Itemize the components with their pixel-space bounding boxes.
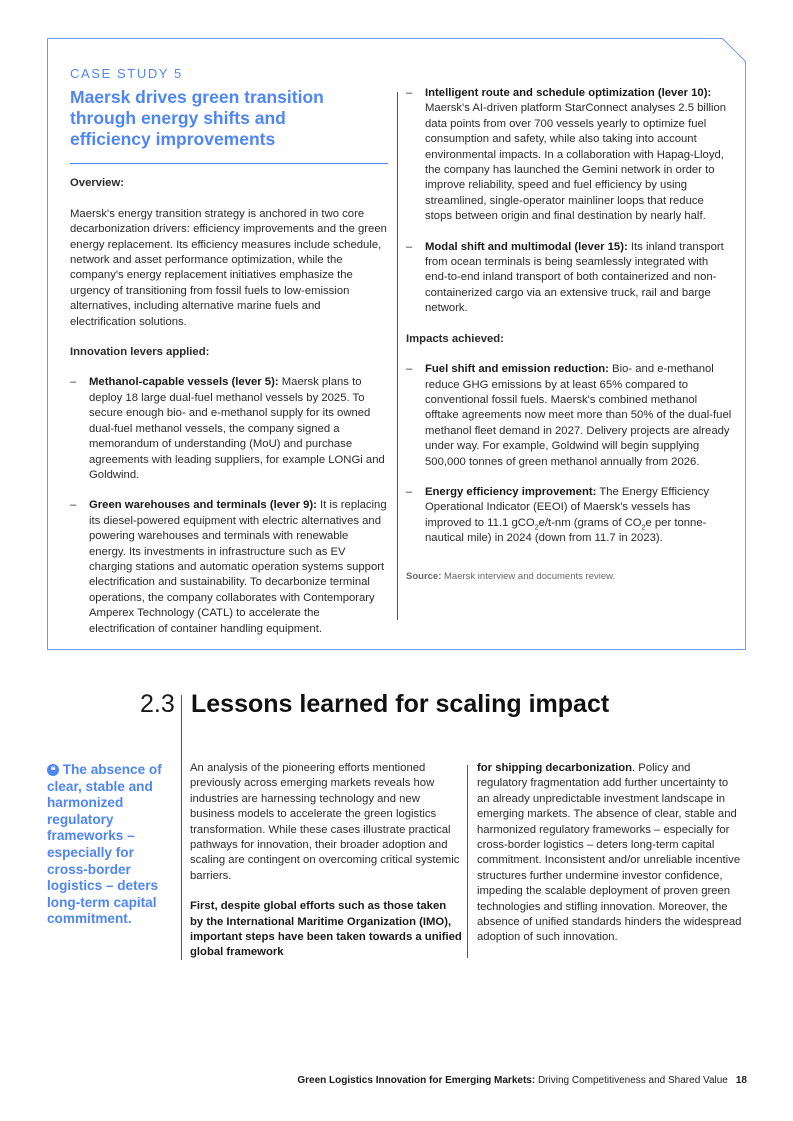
lever-text: Maersk plans to deploy 18 large dual-fuel methanol vessels by 2025. To secure enough bio- and e-methanol supply for its owned dual-fuel methanol vessels, the company signed a memorandum of understanding (MoU) and purchase agreements with leading suppliers, for example LONGi and Goldwind. [89,376,385,481]
subscript: 2 [534,524,539,531]
impact-item [406,362,732,470]
body-column-2 [477,761,742,961]
impacts-heading: Impacts achieved: [406,332,504,345]
lever-item [70,375,388,483]
body-divider [467,765,468,958]
footer-subtitle: Driving Competitiveness and Shared Value [535,1075,728,1086]
pull-quote-text: The absence of clear, stable and harmonized regulatory frameworks – especially for cross-border logistics – deters long-term capital commitment. [47,762,162,927]
case-study-title: Maersk drives green transition through energy shifts and efficiency improvements [70,87,324,150]
source-label: Source: [406,570,442,582]
body-bold-text: for shipping decarbonization [477,762,633,774]
title-rule [70,163,388,164]
lever-title: Intelligent route and schedule optimization (lever 10): [425,87,712,99]
overview-text: Maersk's energy transition strategy is anchored in two core decarbonization drivers: efficiency improvements and the green energy replacement. Its efficiency measures include schedule, network and asset performance optimization, while the company's energy replacement initiatives emphasize the urgency of transitioning from fossil fuels to low-emission alternatives, including alternative marine fuels and electrification solutions. [70,207,387,328]
overview-heading: Overview: [70,177,125,190]
footer-title: Green Logistics Innovation for Emerging Markets: [297,1075,536,1086]
lever-title: Methanol-capable vessels (lever 5): [89,376,279,389]
pull-quote [47,762,172,928]
section-number: 2.3 [140,690,175,718]
case-study-left-column [70,66,388,652]
impact-text: e per tonne-nautical mile) in 2024 (down from 11.7 in 2023). [425,516,707,545]
dash: – [406,363,413,376]
body-column-1 [190,761,462,976]
quote-icon: ❝ [47,764,59,776]
impact-text: e/t-nm (grams of CO [538,516,642,529]
dash: – [406,87,413,99]
lever-item [70,498,388,637]
dash: – [406,485,413,498]
lever-text: Its inland transport from ocean terminals is being seamlessly integrated with end-to-end inland transport of both containerized and non-containerized cargo via an extensive truck, rail and barge network. [425,240,724,315]
body-paragraph: . Policy and regulatory fragmentation add further uncertainty to an already unpredictable investment landscape in emerging markets. The absence of clear, stable and harmonized regulatory frameworks – especially for cross-border logistics – deters long-term capital commitment. Inconsistent and/or unreliable incentive structures further undermine investor confidence, impeding the scalable deployment of proven green technologies and stifling innovation. Moreover, the absence of unified standards hinders the widespread adoption of such innovation. [477,762,742,944]
case-study-label: CASE STUDY 5 [70,66,183,81]
dash: – [70,499,77,512]
impact-item [406,485,732,547]
section-title: Lessons learned for scaling impact [191,690,610,718]
subscript: 2 [641,524,646,531]
body-bold-text: First, despite global efforts such as those taken by the International Maritime Organization (IMO), important steps have been taken towards a unified global framework [190,900,462,959]
impact-text: The Energy Efficiency Operational Indicator (EEOI) of Maersk's vessels has improved to 11.1 gCO [425,485,710,529]
column-divider [397,92,398,620]
lever-text: It is replacing its diesel-powered equipment with electric alternatives and powering warehouses and terminals with renewable energy. Its investments in infrastructure such as EV charging stations and automatic operation systems support electrification and sustainability. To decarbonize terminal operations, the company collaborates with Contemporary Amperex Technology (CATL) to accelerate the electrification of container handling equipment. [89,499,387,635]
lever-title: Modal shift and multimodal (lever 15): [425,240,628,253]
dash: – [70,376,77,389]
case-study-right-column [406,86,732,584]
source-text: Maersk interview and documents review. [441,570,616,582]
page-number: 18 [735,1075,747,1086]
lever-item [406,86,732,225]
impact-title: Energy efficiency improvement: [425,485,597,498]
impact-title: Fuel shift and emission reduction: [425,363,609,376]
lever-text: Maersk's AI-driven platform StarConnect analyses 2.5 billion data points from over 700 vessels yearly to optimize fuel consumption and safety, while also taking into account environmental impacts. In a collaboration with Hapag-Lloyd, the company has launched the Gemini network in order to improve reliability, speed and fuel efficiency by using streamlined, single-operator mainliner loops that reduce stops between origin and final destination by nearly half. [425,102,727,223]
body-paragraph: An analysis of the pioneering efforts mentioned previously across emerging markets reveals how industries are harnessing technology and new business models to accelerate the green logistics transformation. While these cases illustrate practical pathways for innovation, their broader adoption and scaling are contingent on overcoming critical systemic barriers. [190,762,460,882]
lever-title: Green warehouses and terminals (lever 9): [89,499,317,512]
page-footer [297,1075,747,1086]
levers-heading: Innovation levers applied: [70,346,210,359]
dash: – [406,240,413,253]
section-divider [181,695,182,960]
source-note [406,569,732,584]
impact-text: Bio- and e-methanol reduce GHG emissions by at least 65% compared to conventional fossil fuels. Maersk's combined methanol offtake agreements now meet more than 50% of the dual-fuel methanol fleet demand in 2027. Delivery projects are already under way. For example, Goldwind will begin supplying 500,000 tonnes of green methanol annually from 2026. [425,363,732,468]
lever-item [406,240,732,317]
